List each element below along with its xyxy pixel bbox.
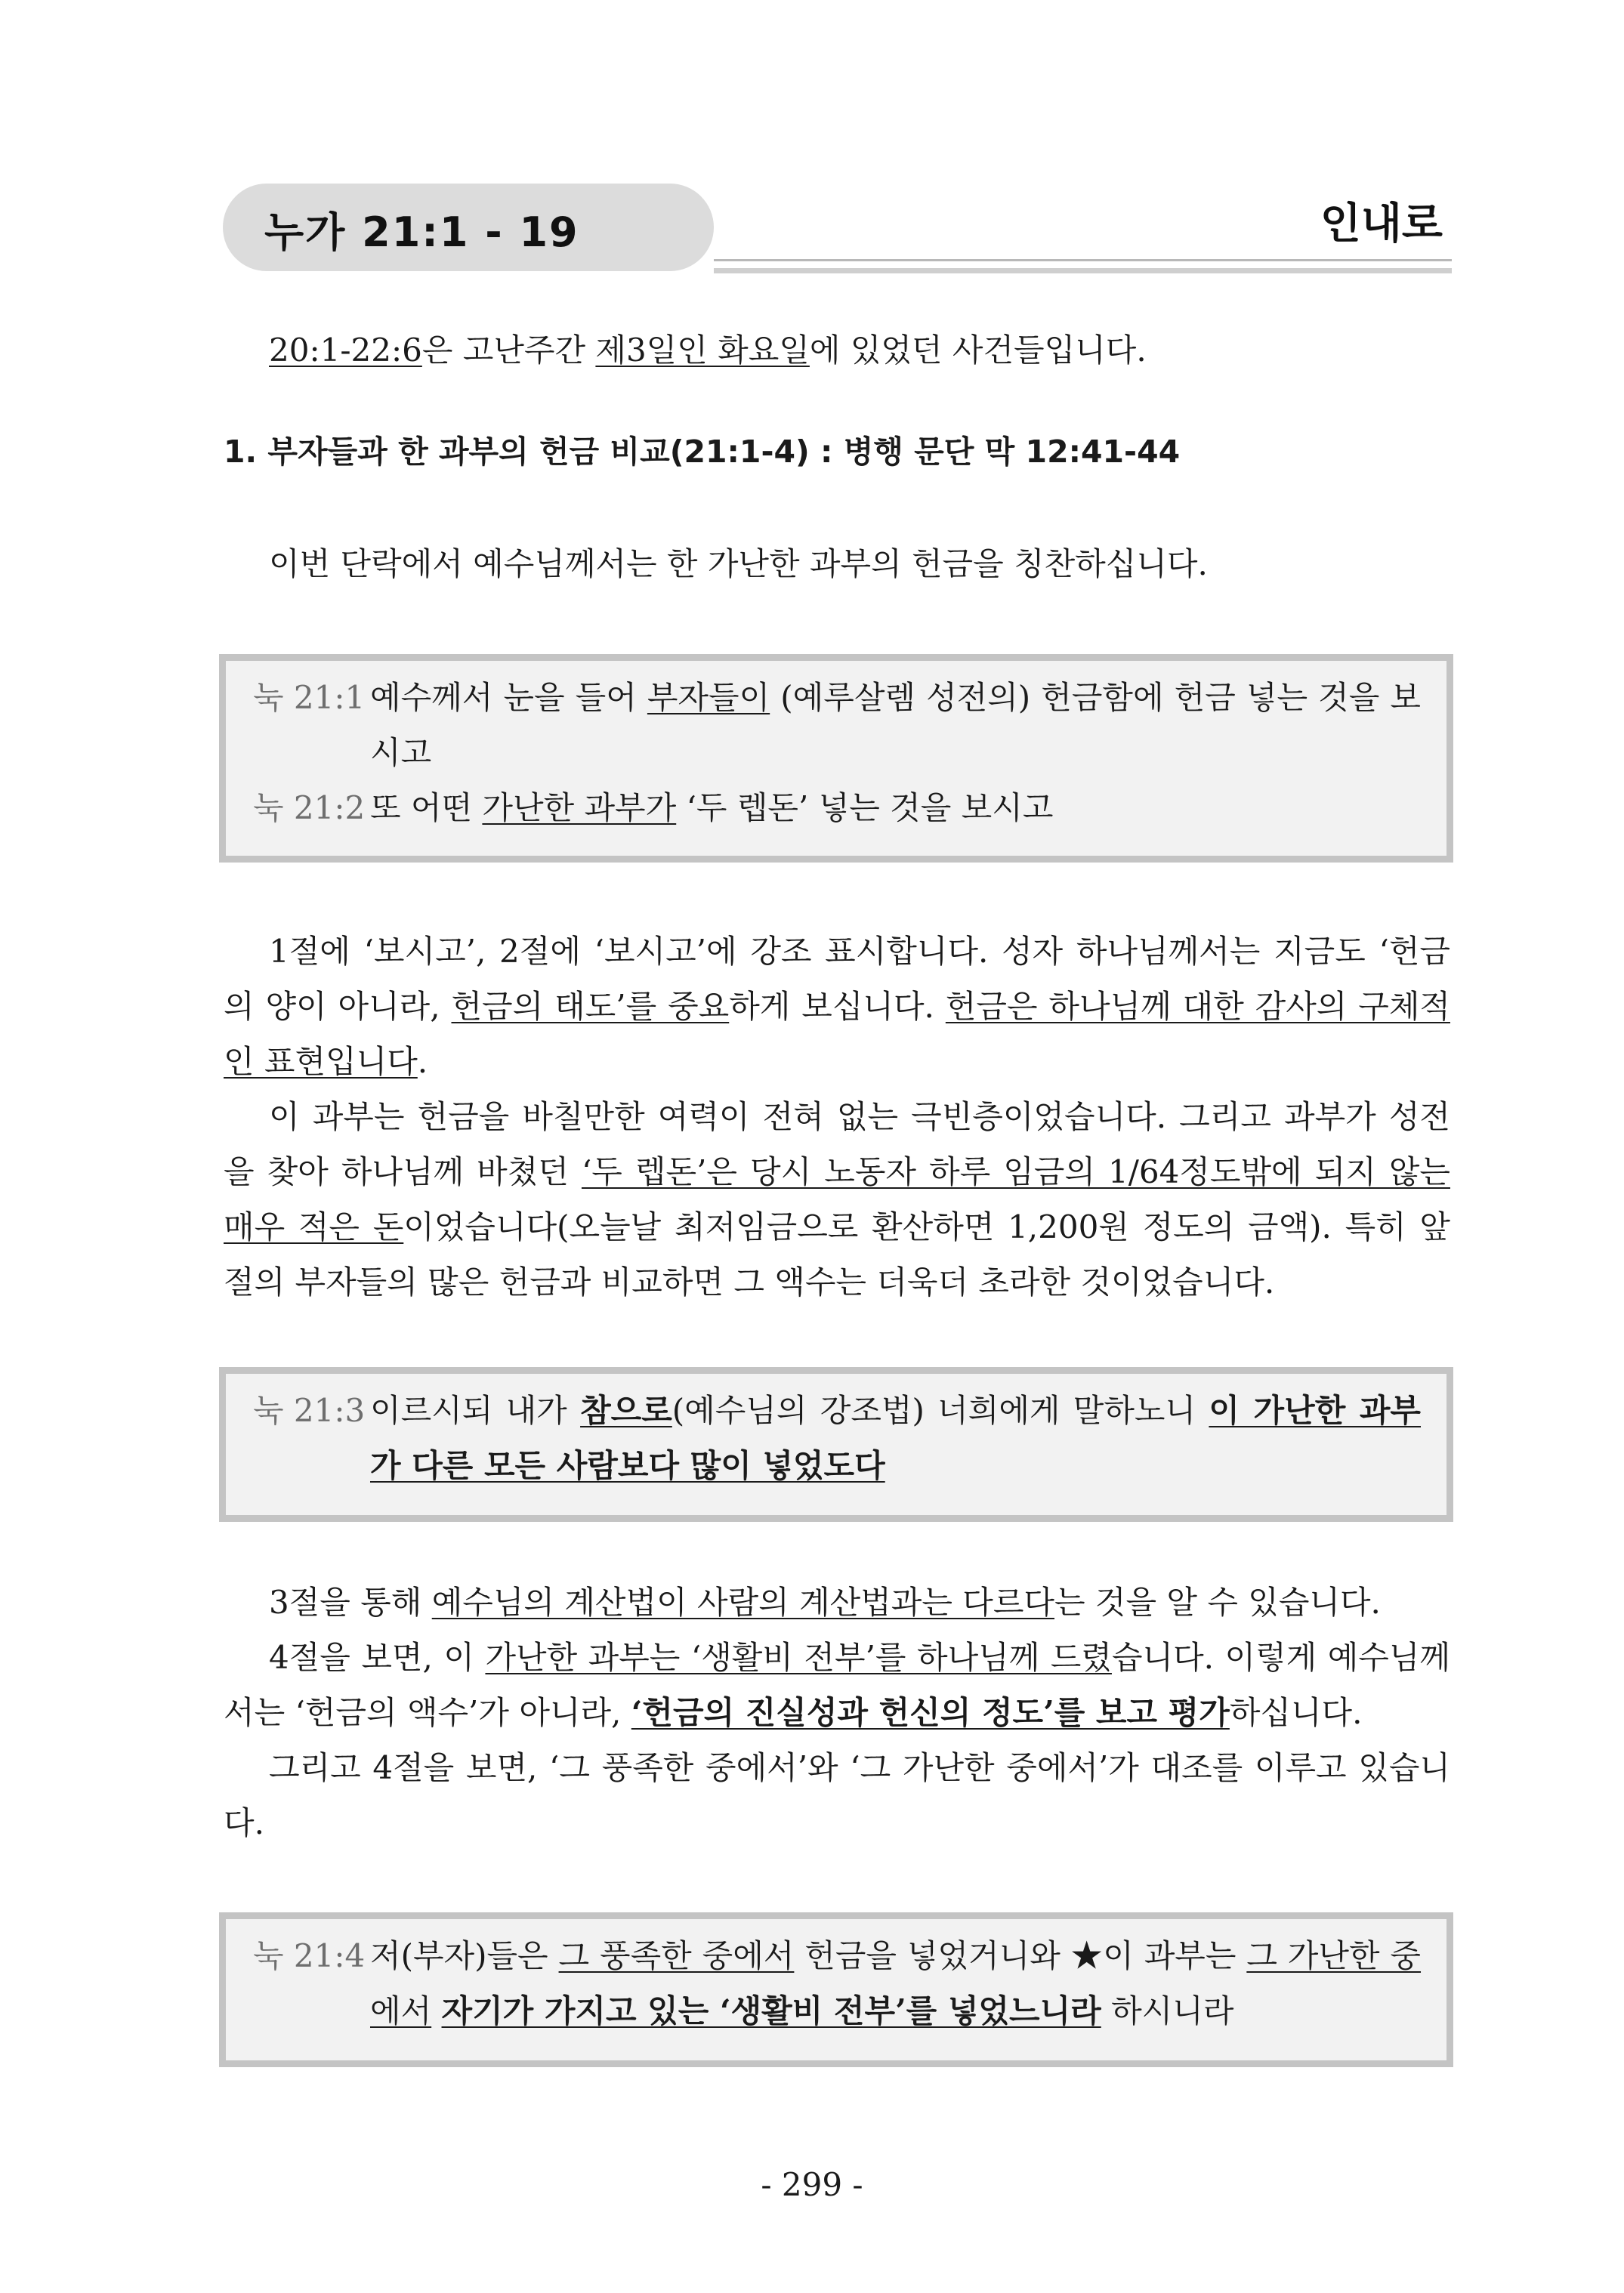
- verse-underlined: 그 가난한 중에서: [370, 1937, 1422, 2029]
- para-underlined: ‘두 렙돈’은 당시 노동자 하루 임금의 1/64정도밖에 되지 않는 매우 적은 돈: [224, 1153, 1450, 1245]
- verse-text: 또 어떤: [370, 789, 483, 826]
- verse-text: 예수께서 눈을 들어: [370, 679, 647, 716]
- intro-text: 은 고난주간: [421, 332, 596, 369]
- para-text: 이었습니다(오늘날 최저임금으로 환산하면 1,200원 정도의 금액). 특히 앞 절의 부자들의 많은 헌금과 비교하면 그 액수는 더욱더 초라한 것이었습니다.: [224, 1208, 1451, 1301]
- para-underlined: 예수님의 계산법이 사람의 계산법과는 다르다: [431, 1584, 1054, 1621]
- para-text: 는 것을 알 수 있습니다.: [1054, 1584, 1381, 1621]
- paragraph-evaluation: [224, 1630, 1450, 1740]
- header-rule: [714, 259, 1452, 261]
- verse-box-3: [219, 1912, 1453, 2067]
- verse-bold-underlined: 자기가 가지고 있는 ‘생활비 전부’를 넣었느니라: [441, 1992, 1101, 2029]
- para-underlined: 헌금은 하나님께 대한 감사의 구체적인 표현입니다: [224, 988, 1450, 1080]
- verse-text: 하시니라: [1101, 1992, 1234, 2029]
- verse-text: ‘두 렙돈’ 넣는 것을 보시고: [676, 789, 1054, 826]
- intro-text-end: 에 있었던 사건들입니다.: [809, 332, 1147, 369]
- verse-21-2: [253, 780, 1421, 835]
- verse-bold-underlined: 이 가난한 과부가 다른 모든 사람보다 많이 넣었도다: [370, 1392, 1421, 1484]
- header-rule-thick: [714, 268, 1452, 273]
- para-underlined: 가난한 과부는 ‘생활비 전부’를 하나님께 드렸: [485, 1639, 1112, 1676]
- paragraph-emphasis: [224, 924, 1450, 1089]
- verse-underlined: 가난한 과부가: [482, 789, 677, 826]
- para-text: .: [417, 1043, 428, 1080]
- paragraph-widow: [224, 1089, 1450, 1310]
- para-text: 1절에 ‘보시고’, 2절에 ‘보시고’에 강조 표시합니다. 성자 하나님께서는 지금도 ‘헌금의 양이 아니라,: [224, 933, 1450, 1025]
- para-text: 3절을 통해: [269, 1584, 432, 1621]
- verse-text: [431, 1992, 441, 2029]
- passage-title: 누가 21:1 - 19: [264, 208, 579, 256]
- intro-range: 20:1-22:6: [269, 332, 422, 369]
- paragraph-contrast: 그리고 4절을 보면, ‘그 풍족한 중에서’와 ‘그 가난한 중에서’가 대조를 이루고 있습니다.: [224, 1749, 1450, 1841]
- para-text: 하십니다.: [1229, 1694, 1363, 1731]
- verse-box-1: [219, 654, 1453, 863]
- para-text: 이 과부는 헌금을 바칠만한 여력이 전혀 없는 극빈층이었습니다. 그리고 과부가 성전을 찾아 하나님께 바쳤던: [224, 1098, 1450, 1190]
- verse-text: 저(부자)들은: [370, 1937, 559, 1974]
- para-underlined: 헌금의 태도’를 중요: [451, 988, 730, 1025]
- verse-21-4: [253, 1928, 1421, 2038]
- verse-text: (예수님의 강조법) 너희에게 말하노니: [672, 1392, 1209, 1429]
- verse-21-1: [253, 670, 1421, 780]
- verse-bold-underlined: 참으로: [580, 1392, 672, 1429]
- para-text: 하게 보십니다.: [729, 988, 946, 1025]
- intro-day: 제3일인 화요일: [595, 332, 810, 369]
- verse-underlined: 그 풍족한 중에서: [558, 1937, 795, 1974]
- para-text: 4절을 보면, 이: [269, 1639, 486, 1676]
- verse-ref: 눅 21:4: [253, 1937, 366, 1974]
- verse-text: (예루살렘 성전의) 헌금함에 헌금 넣는 것을 보시고: [370, 679, 1421, 771]
- para-bold-underlined: ‘헌금의 진실성과 헌신의 정도’를 보고 평가: [631, 1694, 1230, 1731]
- verse-ref: 눅 21:2: [253, 789, 366, 826]
- verse-text: 헌금을 넣었거니와 ★이 과부는: [794, 1937, 1247, 1974]
- section-lead: 이번 단락에서 예수님께서는 한 가난한 과부의 헌금을 칭찬하십니다.: [269, 545, 1208, 582]
- verse-ref: 눅 21:3: [253, 1392, 366, 1429]
- verse-text: 이르시되 내가: [370, 1392, 581, 1429]
- paragraph-calculation: [224, 1575, 1450, 1630]
- chapter-title: 인내로: [1320, 199, 1443, 248]
- verse-underlined: 부자들이: [647, 679, 770, 716]
- verse-21-3: [253, 1383, 1421, 1493]
- verse-box-2: [219, 1367, 1453, 1522]
- para-text: 습니다. 이렇게 예수님께서는 ‘헌금의 액수’가 아니라,: [224, 1639, 1451, 1731]
- section-heading: 1. 부자들과 한 과부의 헌금 비교(21:1-4) : 병행 문단 막 12:41-44: [224, 434, 1181, 470]
- page-number: - 299 -: [761, 2166, 863, 2203]
- intro-paragraph: [224, 323, 1450, 378]
- verse-ref: 눅 21:1: [253, 679, 366, 716]
